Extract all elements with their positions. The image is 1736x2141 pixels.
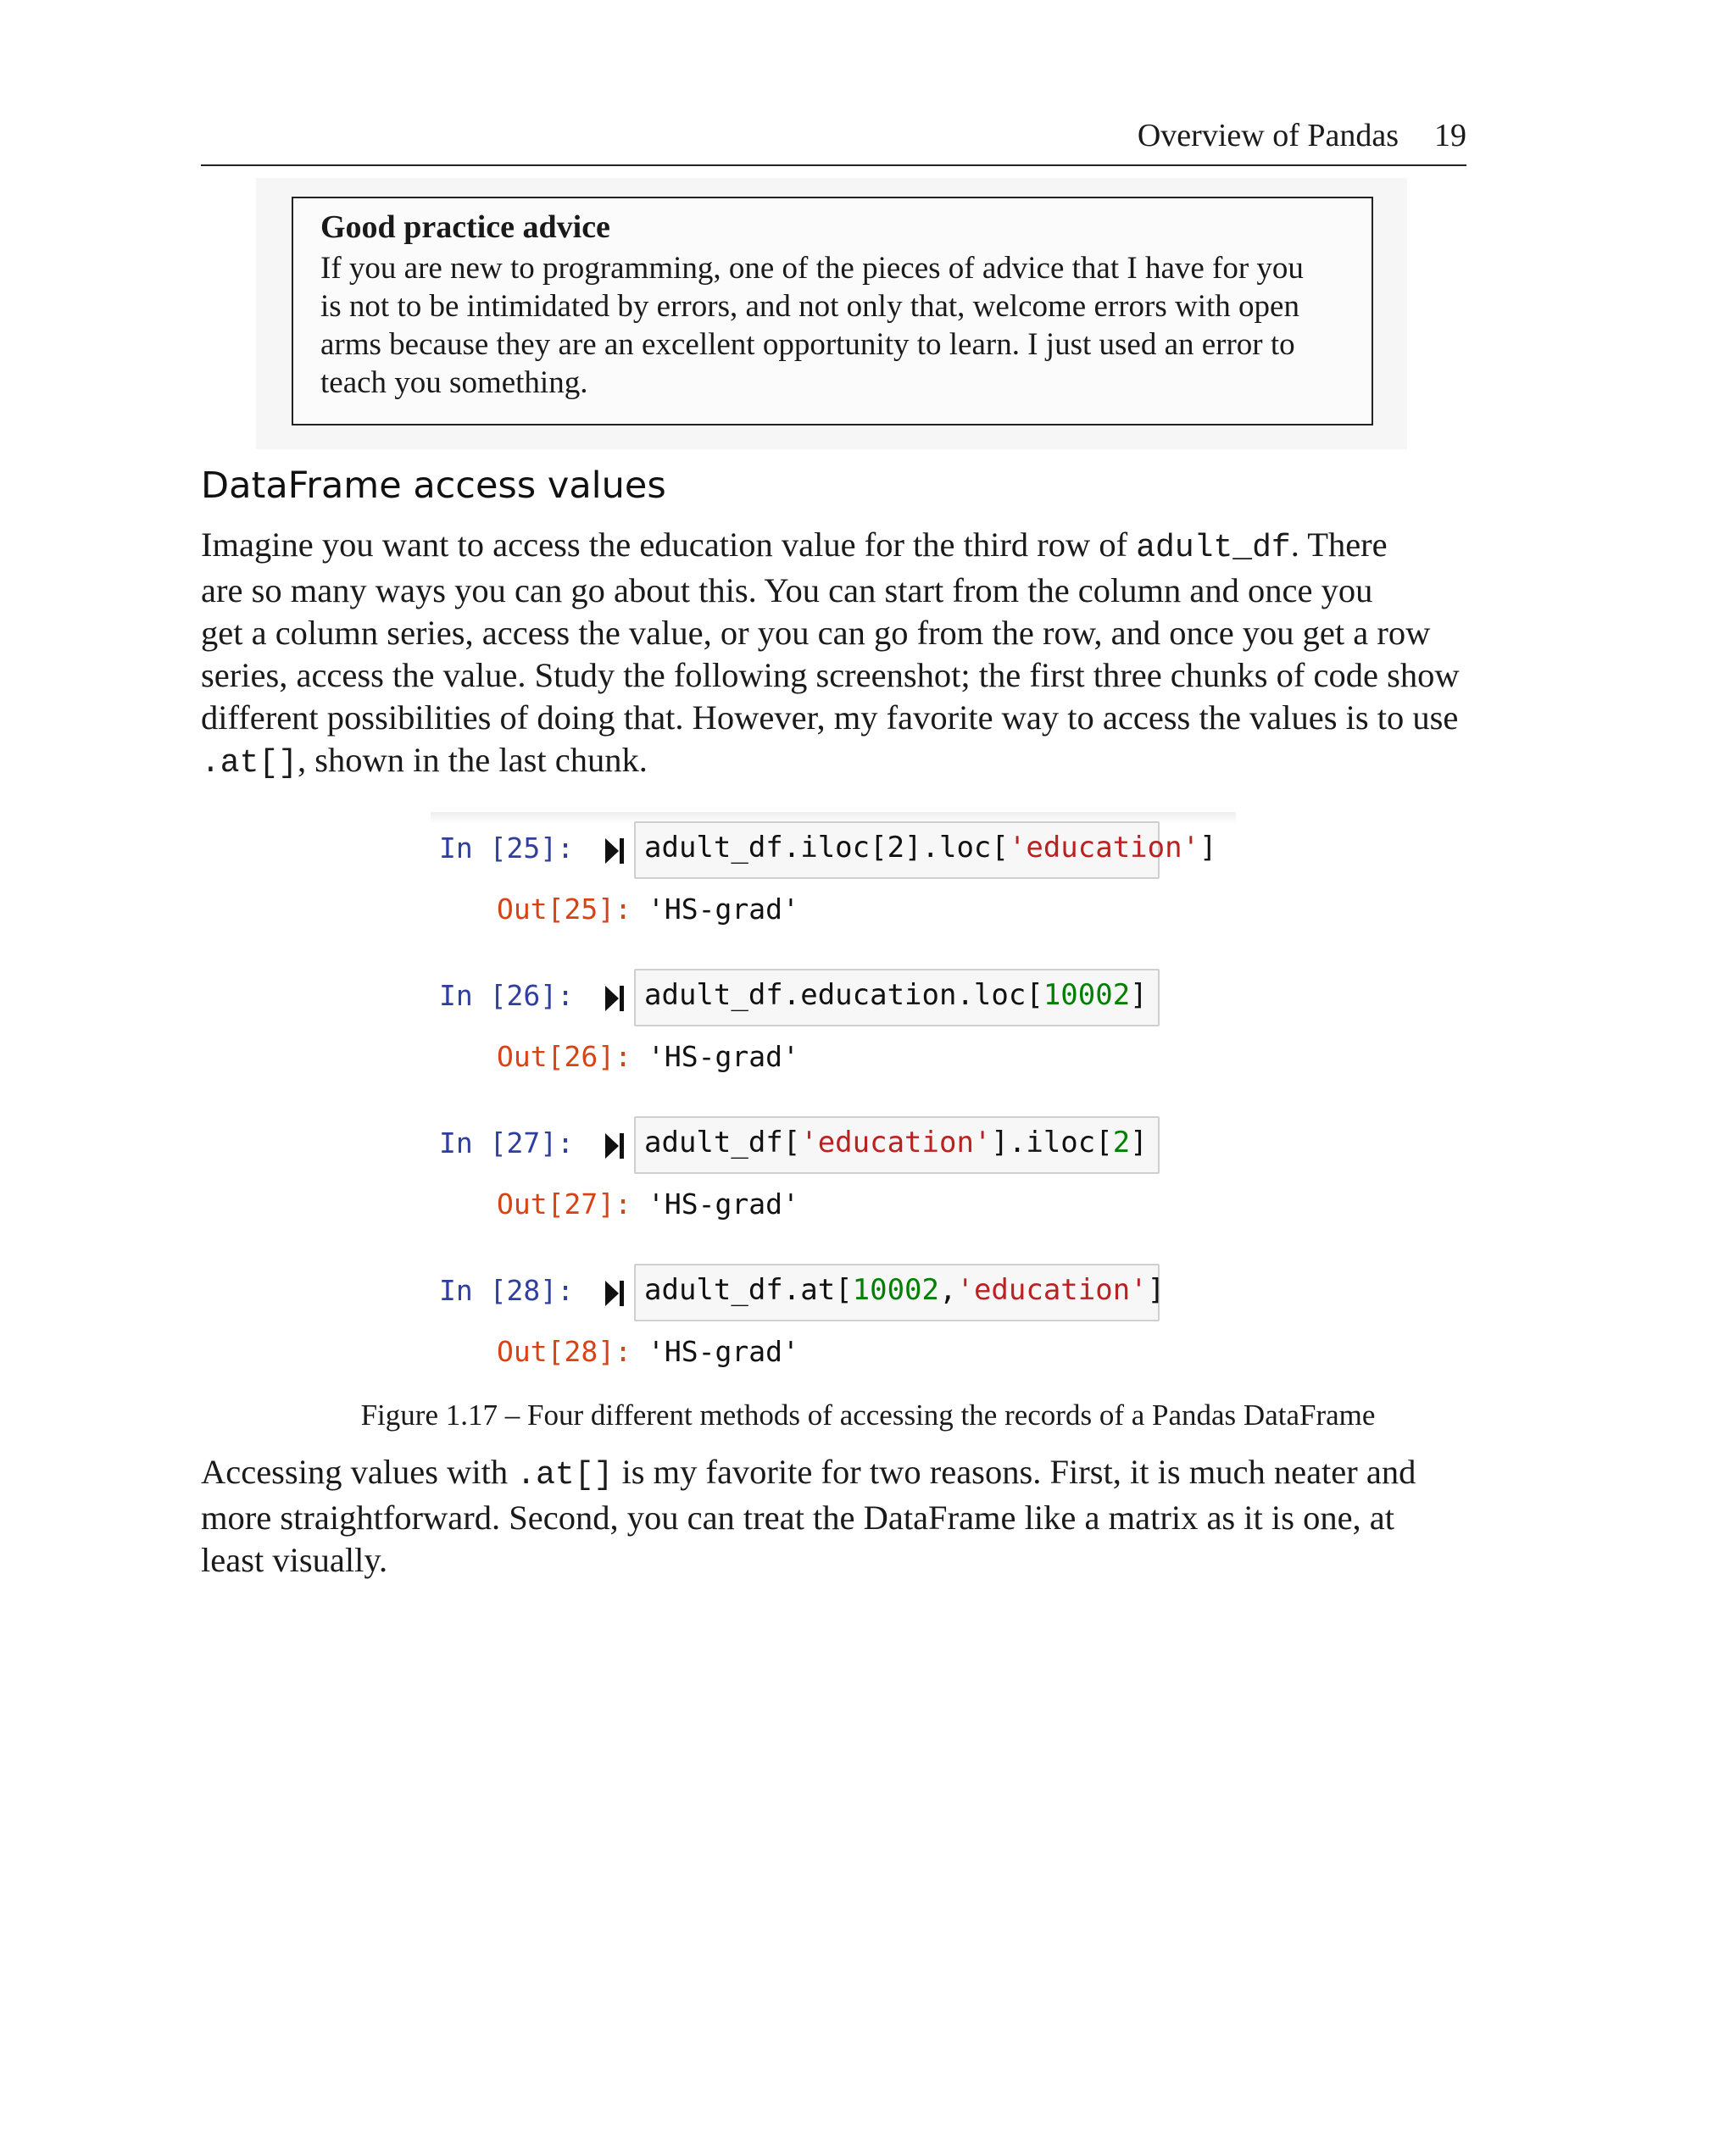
intro-paragraph [201, 524, 1472, 785]
advice-line: teach you something. [320, 365, 588, 400]
run-cell-icon[interactable] [604, 837, 626, 865]
text-span: . There [1290, 526, 1388, 564]
code-number-token: 2 [1112, 1126, 1131, 1159]
notebook-cell [431, 1264, 1236, 1399]
output-value: 'HS-grad' [648, 1187, 799, 1221]
input-prompt: In [25]: [439, 831, 574, 865]
code-string-token: 'education' [1008, 831, 1200, 865]
code-string-token: 'education' [956, 1273, 1148, 1307]
code-token: ] [1147, 1273, 1166, 1307]
advice-line: If you are new to programming, one of the pieces of advice that I have for you [320, 251, 1304, 286]
notebook-cell [431, 969, 1236, 1104]
text-span: Imagine you want to access the education value for the third row of [201, 526, 1137, 564]
output-value: 'HS-grad' [648, 893, 799, 926]
code-token: adult_df.education.loc[ [644, 978, 1043, 1012]
output-prompt: Out[28]: [497, 1335, 632, 1368]
output-prompt: Out[26]: [497, 1040, 632, 1073]
figure-caption: Figure 1.17 – Four different methods of accessing the records of a Pandas DataFrame [360, 1399, 1376, 1432]
inline-code: .at[] [201, 745, 298, 781]
code-token: , [939, 1273, 957, 1307]
code-string-token: 'education' [800, 1126, 992, 1159]
text-span: , shown in the last chunk. [298, 741, 648, 779]
notebook-cell [431, 1116, 1236, 1252]
output-prompt: Out[27]: [497, 1187, 632, 1221]
paragraph-line: are so many ways you can go about this. You can start from the column and once you [201, 571, 1373, 609]
advice-title: Good practice advice [320, 209, 610, 245]
running-title: Overview of Pandas [1137, 118, 1399, 153]
paragraph-line [201, 739, 1472, 785]
paragraph-line: least visually. [201, 1541, 388, 1579]
closing-paragraph [201, 1451, 1472, 1582]
input-prompt: In [26]: [439, 979, 574, 1012]
code-token: ].iloc[ [991, 1126, 1113, 1159]
advice-box [292, 197, 1373, 425]
advice-line: arms because they are an excellent opportunity to learn. I just used an error to [320, 327, 1295, 362]
output-prompt: Out[25]: [497, 893, 632, 926]
run-cell-icon[interactable] [604, 1279, 626, 1308]
inline-code: adult_df [1136, 530, 1291, 566]
paragraph-line: different possibilities of doing that. However, my favorite way to access the values is to use [201, 698, 1459, 737]
page-number: 19 [1434, 118, 1466, 153]
code-token: adult_df.iloc[2].loc[ [644, 831, 1009, 865]
code-token: ] [1130, 1126, 1148, 1159]
run-cell-icon[interactable] [604, 1132, 626, 1160]
code-token: ] [1130, 978, 1148, 1012]
page-header [201, 110, 1466, 166]
code-input[interactable] [634, 1116, 1160, 1174]
code-input[interactable] [634, 969, 1160, 1026]
input-prompt: In [28]: [439, 1274, 574, 1307]
inline-code: .at[] [516, 1457, 614, 1493]
input-prompt: In [27]: [439, 1126, 574, 1159]
paragraph-line [201, 524, 1472, 570]
code-number-token: 10002 [852, 1273, 939, 1307]
code-token: ] [1199, 831, 1217, 865]
notebook-cell [431, 821, 1236, 957]
code-input[interactable] [634, 1264, 1166, 1321]
code-token: adult_df[ [644, 1126, 801, 1159]
paragraph-line: get a column series, access the value, or you can go from the row, and once you get a row [201, 614, 1431, 652]
code-number-token: 10002 [1043, 978, 1131, 1012]
text-span: Accessing values with [201, 1453, 517, 1491]
output-value: 'HS-grad' [648, 1335, 799, 1368]
paragraph-line: more straightforward. Second, you can treat the DataFrame like a matrix as it is one, at [201, 1499, 1395, 1537]
text-span: is my favorite for two reasons. First, it is much neater and [613, 1453, 1416, 1491]
code-token: adult_df.at[ [644, 1273, 853, 1307]
paragraph-line [201, 1451, 1472, 1497]
advice-line: is not to be intimidated by errors, and not only that, welcome errors with open [320, 289, 1299, 324]
run-cell-icon[interactable] [604, 984, 626, 1013]
output-value: 'HS-grad' [648, 1040, 799, 1073]
code-input[interactable] [634, 821, 1217, 879]
section-heading: DataFrame access values [201, 464, 666, 507]
paragraph-line: series, access the value. Study the following screenshot; the first three chunks of code show [201, 656, 1460, 694]
